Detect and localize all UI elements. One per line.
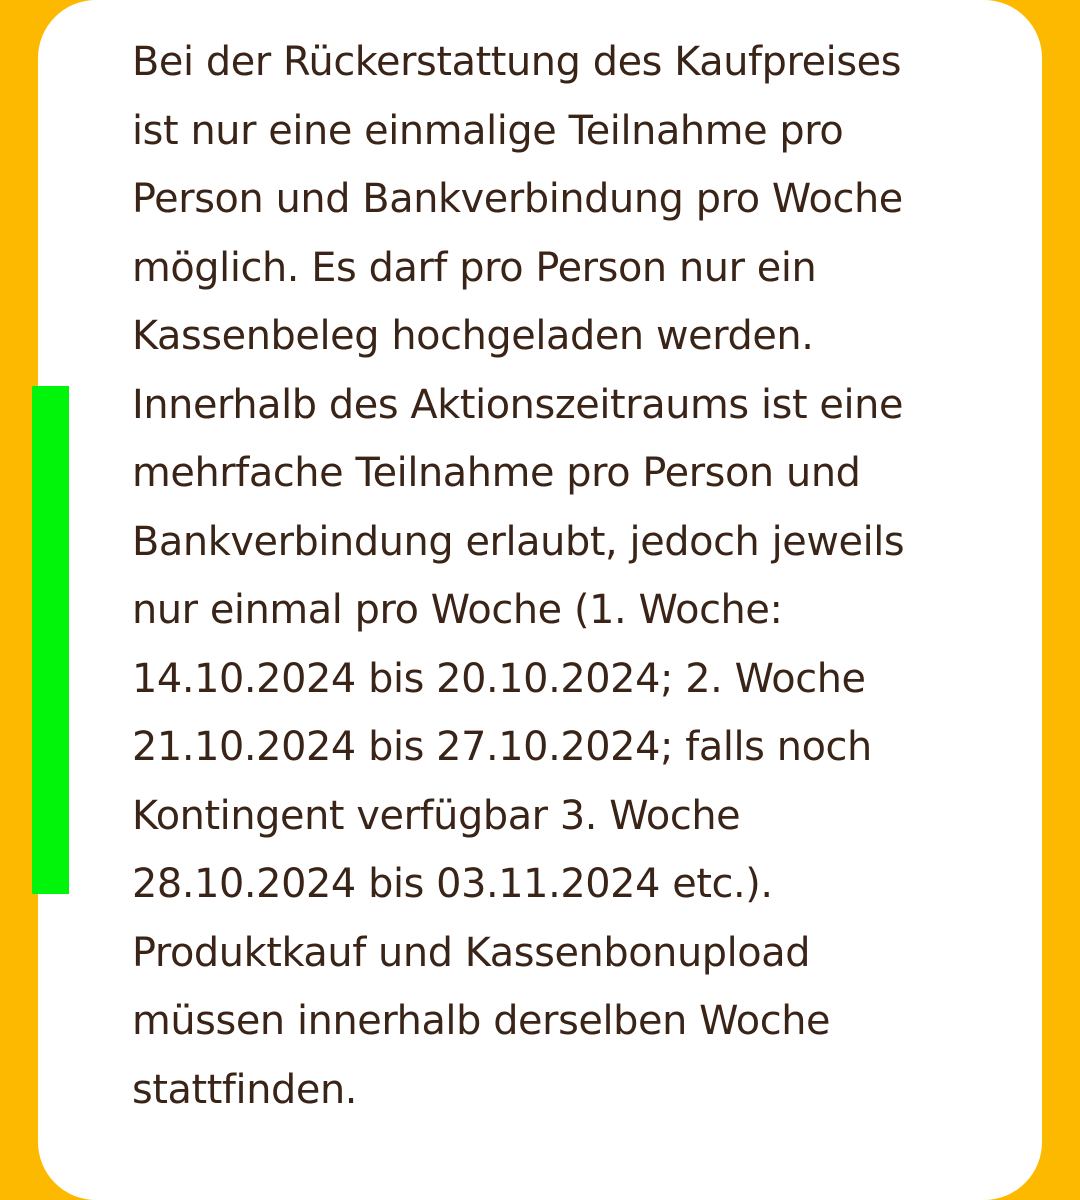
terms-line: stattfinden. xyxy=(132,1066,358,1113)
terms-line: Bankverbindung erlaubt, jedoch jeweils xyxy=(132,518,905,565)
terms-paragraph xyxy=(132,28,1072,1124)
terms-line: müssen innerhalb derselben Woche xyxy=(132,998,831,1044)
terms-line: Person und Bankverbindung pro Woche xyxy=(132,176,903,222)
terms-line: mehrfache Teilnahme pro Person und xyxy=(132,450,861,496)
terms-line: möglich. Es darf pro Person nur ein xyxy=(132,244,817,291)
terms-line: Kontingent verfügbar 3. Woche xyxy=(132,792,741,839)
content-card xyxy=(38,0,1042,1200)
terms-line: 28.10.2024 bis 03.11.2024 etc.). xyxy=(132,861,773,907)
terms-line: ist nur eine einmalige Teilnahme pro xyxy=(132,107,844,154)
terms-line: Bei der Rückerstattung des Kaufpreises xyxy=(132,39,902,85)
terms-line: Kassenbeleg hochgeladen werden. xyxy=(132,313,814,359)
terms-line: Produktkauf und Kassenbonupload xyxy=(132,929,811,976)
terms-line: nur einmal pro Woche (1. Woche: xyxy=(132,587,783,633)
terms-line: 21.10.2024 bis 27.10.2024; falls noch xyxy=(132,724,872,770)
selection-highlight-bar xyxy=(32,386,69,894)
terms-line: 14.10.2024 bis 20.10.2024; 2. Woche xyxy=(132,655,866,702)
terms-line: Innerhalb des Aktionszeitraums ist eine xyxy=(132,381,904,428)
